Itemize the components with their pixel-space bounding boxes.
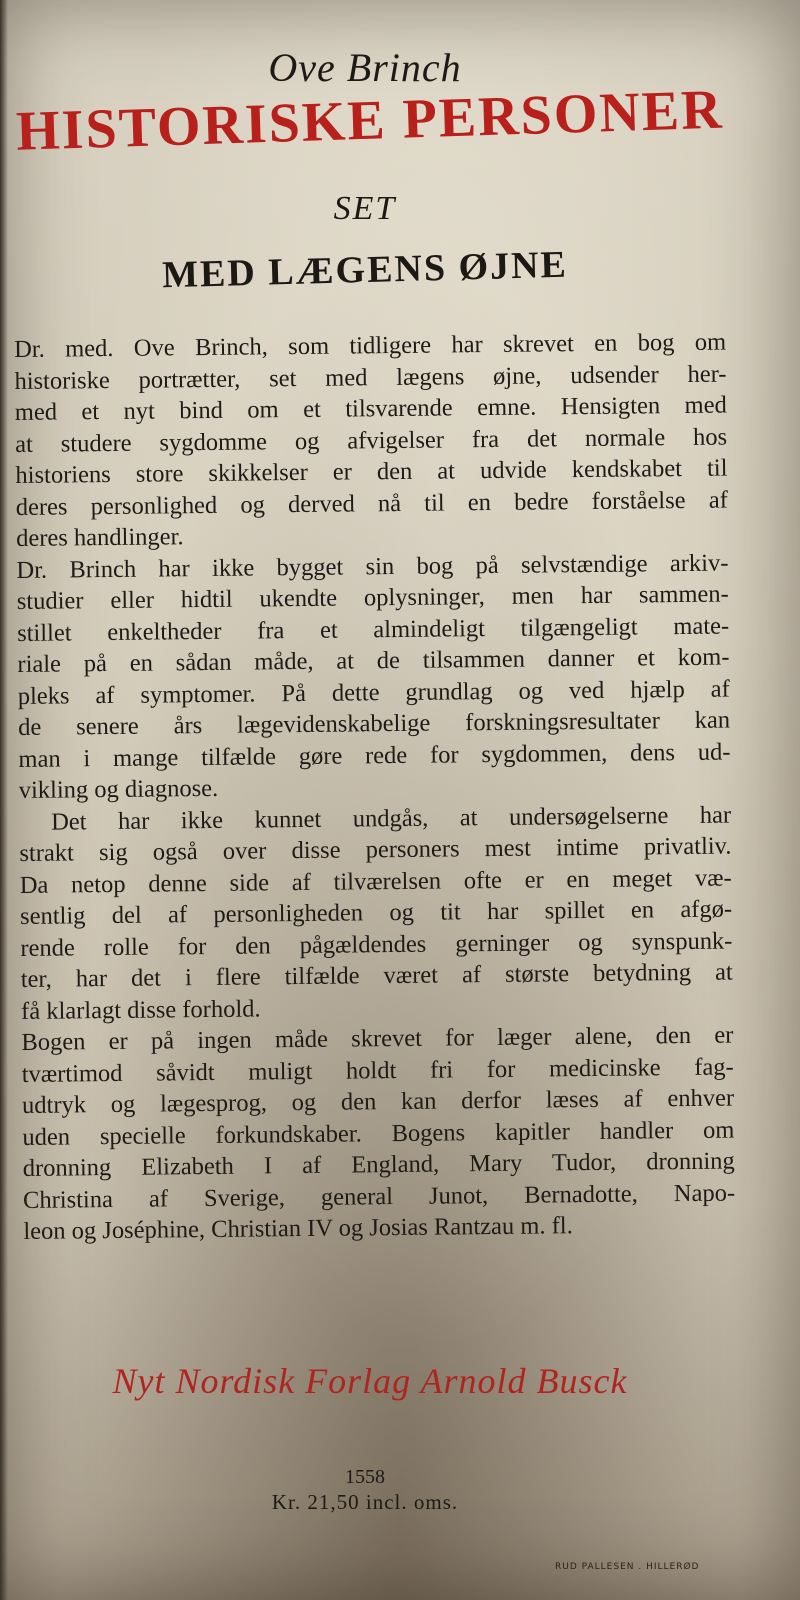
blurb-line: Christina af Sverige, general Junot, Bernadotte, Napo- xyxy=(22,1178,736,1214)
blurb-line: med et nyt bind om et tilsvarende emne. Hensigten med xyxy=(14,391,727,426)
blurb-line: Dr. med. Ove Brinch, som tidligere har skrevet en bog om xyxy=(14,328,727,363)
printer-imprint: RUD PALLESEN . HILLERØD xyxy=(555,1562,700,1572)
blurb-line: ter, har det i flere tilfælde været af største betydning at xyxy=(20,958,733,993)
blurb-paragraph xyxy=(16,547,731,806)
blurb-line: riale på en sådan måde, at de tilsammen danner et kom- xyxy=(17,643,730,678)
blurb-paragraph xyxy=(19,799,733,1027)
blurb-line: dronning Elizabeth I af England, Mary Tudor, dronning xyxy=(22,1147,735,1182)
blurb-paragraph xyxy=(14,327,728,555)
blurb-text xyxy=(14,327,736,1248)
blurb-line: man i mange tilfælde gøre rede for sygdommen, dens ud- xyxy=(18,738,731,773)
blurb-paragraph xyxy=(21,1020,735,1248)
blurb-line: pleks af symptomer. På dette grundlag og ved hjælp af xyxy=(17,675,730,710)
blurb-line: studier eller hidtil ukendte oplysninger, men har sammen- xyxy=(16,580,729,615)
blurb-line: deres handlinger. xyxy=(16,523,184,552)
blurb-line: Da netop denne side af tilværelsen ofte er en meget væ- xyxy=(19,864,732,899)
blurb-line: udtryk og lægesprog, og den kan derfor læses af enhver xyxy=(21,1084,735,1119)
publisher-name: Nyt Nordisk Forlag Arnold Busck xyxy=(112,1361,628,1401)
price-label: Kr. 21,50 incl. oms. xyxy=(271,1490,459,1514)
blurb-line: Bogen er på ingen måde skrevet for læger alene, den er xyxy=(21,1021,734,1056)
author-name: Ove Brinch xyxy=(268,45,462,90)
blurb-line: strakt sig også over disse personers mest intime privatliv. xyxy=(19,832,732,867)
blurb-line: leon og Joséphine, Christian IV og Josias Rantzau m. fl. xyxy=(23,1212,573,1245)
book-subtitle: MED LÆGENS ØJNE xyxy=(161,243,569,297)
blurb-line: historiens store skikkelser er den at udvide kendskabet til xyxy=(15,454,728,489)
blurb-line: tværtimod såvidt muligt holdt fri for medicinske fag- xyxy=(21,1053,734,1088)
blurb-line: de senere års lægevidenskabelige forskningsresultater kan xyxy=(17,706,731,741)
blurb-line: rende rolle for den pågældendes gerninger og synspunk- xyxy=(20,927,733,962)
blurb-line: stillet enkeltheder fra et almindeligt tilgængeligt mate- xyxy=(16,612,730,647)
blurb-line: Dr. Brinch har ikke bygget sin bog på selvstændige arkiv- xyxy=(16,549,729,584)
blurb-line: Det har ikke kunnet undgås, at undersøgelserne har xyxy=(50,801,732,836)
blurb-line: deres personlighed og derved nå til en bedre forståelse af xyxy=(15,486,728,521)
blurb-line: sentlig del af personligheden og tit har spillet en afgø- xyxy=(19,895,733,930)
blurb-line: historiske portrætter, set med lægens øjne, udsender her- xyxy=(14,360,727,395)
blurb-line: uden specielle forkundskaber. Bogens kapitler handler om xyxy=(22,1116,735,1151)
book-title: HISTORISKE PERSONER xyxy=(15,78,725,163)
catalog-number: 1558 xyxy=(345,1466,385,1488)
blurb-line: få klarlagt disse forhold. xyxy=(20,994,261,1025)
blurb-line: at studere sygdomme og afvigelser fra det normale hos xyxy=(15,423,728,458)
title-connector: SET xyxy=(333,190,397,227)
blurb-line: vikling og diagnose. xyxy=(18,774,219,804)
